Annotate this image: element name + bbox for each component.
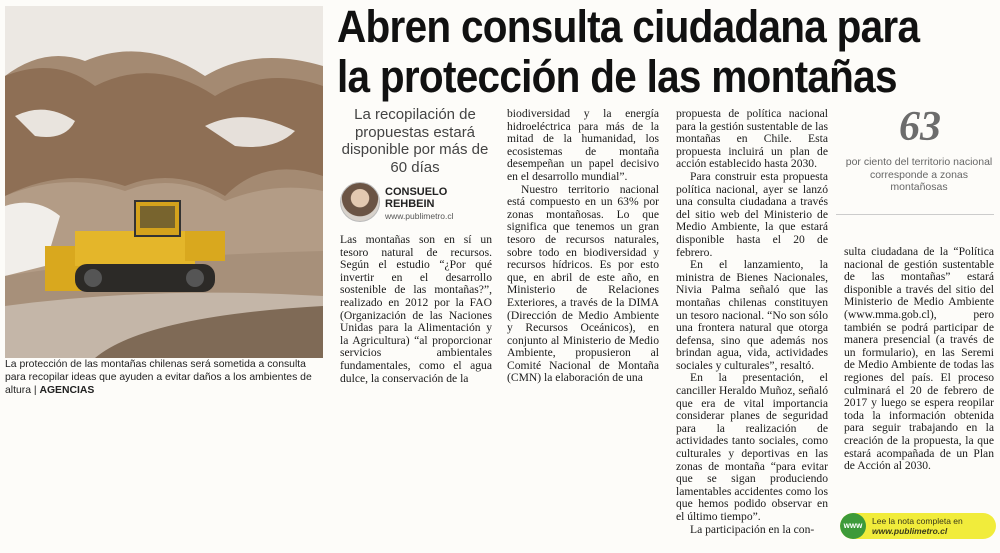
promo-line: Lee la nota completa en bbox=[872, 516, 963, 526]
paragraph: Las montañas son en sí un tesoro natural de recursos. Según el estudio “¿Por qué invertir en el desarrollo sostenible de las montañas?”, realizado en 2012 por la FAO (Organización de las Naciones Unidas para la Alimentación y la Agricultura) “al proporcionar servicios ambientales fundamentales, como el agua dulce, la conservación de la bbox=[340, 233, 492, 385]
photo-caption bbox=[5, 358, 327, 397]
author-site: www.publimetro.cl bbox=[385, 211, 454, 221]
paragraph: sulta ciudadana de la “Política nacional de gestión sustentable de las montañas” estará disponible a través del sitio del Ministerio de Medio Ambiente (www.mma.gob.cl), pero también se podrá participar de manera presencial (a través de un formulario), en las Seremi de Medio Ambiente de todas las regiones del país. El proceso culminará el 20 de febrero de 2017 y luego se espera reopilar toda la información obtenida para seguir trabajando en la creación de la propuesta, la que estará acompañada de un Plan de Acción al 2030. bbox=[844, 245, 994, 473]
body-column-4 bbox=[844, 246, 994, 473]
headline bbox=[337, 2, 931, 102]
caption-credit: AGENCIAS bbox=[39, 385, 95, 396]
paragraph: biodiversidad y la energía hidroeléctrica para más de la mitad de la humanidad, los ecosistemas de montaña desempeñan un papel decisivo en el desarrollo mundial”. bbox=[507, 107, 659, 183]
promo-link[interactable] bbox=[840, 513, 996, 539]
stat-text: por ciento del territorio nacional corresponde a zonas montañosas bbox=[845, 156, 993, 193]
globe-icon: www bbox=[840, 513, 866, 539]
caption-text: La protección de las montañas chilenas será sometida a consulta para recopilar ideas que ayuden a evitar daños a los ambientes de altura | bbox=[5, 359, 312, 396]
author-name-line-2: REHBEIN bbox=[385, 198, 435, 210]
promo-url[interactable]: www.publimetro.cl bbox=[872, 526, 948, 536]
article-photo bbox=[5, 6, 323, 358]
paragraph: En el lanzamiento, la ministra de Bienes Nacionales, Nivia Palma señaló que las montañas chilenas constituyen un tesoro nacional. “No son sólo una frontera natural que otorga defensa, sino que además nos brindan agua, vida, actividades sociales y culturales”, resaltó. bbox=[676, 258, 828, 372]
headline-line-1: Abren consulta ciudadana para bbox=[337, 1, 920, 52]
paragraph: propuesta de política nacional para la gestión sustentable de las montañas en Chile. Esta propuesta incluirá un plan de acción establecido hasta 2030. bbox=[676, 107, 828, 171]
author-avatar bbox=[340, 182, 380, 222]
deck-subtitle: La recopilación de propuestas estará disponible por más de 60 días bbox=[341, 106, 489, 176]
stat-number: 63 bbox=[899, 104, 941, 150]
body-column-2 bbox=[507, 108, 659, 385]
paragraph: En la presentación, el canciller Heraldo Muñoz, señaló que era de vital importancia considerar planes de seguridad para la realización de actividades tanto sociales, como culturales y deportivas en las zonas de montaña “para evitar que se sigan produciendo lamentables accidentes como los que hemos podido observar en el último tiempo”. bbox=[676, 371, 828, 523]
author-name bbox=[385, 186, 495, 210]
divider bbox=[836, 214, 994, 215]
body-column-3 bbox=[676, 108, 828, 536]
paragraph: La participación en la con- bbox=[690, 522, 815, 536]
headline-line-2: la protección de las montañas bbox=[337, 51, 897, 102]
body-column-1 bbox=[340, 234, 492, 385]
paragraph: Para construir esta propuesta política nacional, ayer se lanzó una consulta ciudadana a través del sitio web del Ministerio de Medio Ambiente, la que estará disponible hasta el 20 de febrero. bbox=[676, 169, 828, 259]
author-name-line-1: CONSUELO bbox=[385, 186, 448, 198]
promo-text bbox=[872, 516, 994, 536]
paragraph: Nuestro territorio nacional está compuesto en un 63% por zonas montañosas. Lo que significa que tenemos un gran tesoro de recursos naturales, sobre todo en biodiversidad y recursos hídricos. Es por esto que, en abril de este año, en Ministerio de Relaciones Exteriores, a través de la DIMA (Dirección de Medio Ambiente y Recursos Oceánicos), en conjunto al Ministerio de Medio Ambiente, propusieron al Comité Nacional de Montaña (CMN) la elaboración de una bbox=[507, 182, 659, 385]
